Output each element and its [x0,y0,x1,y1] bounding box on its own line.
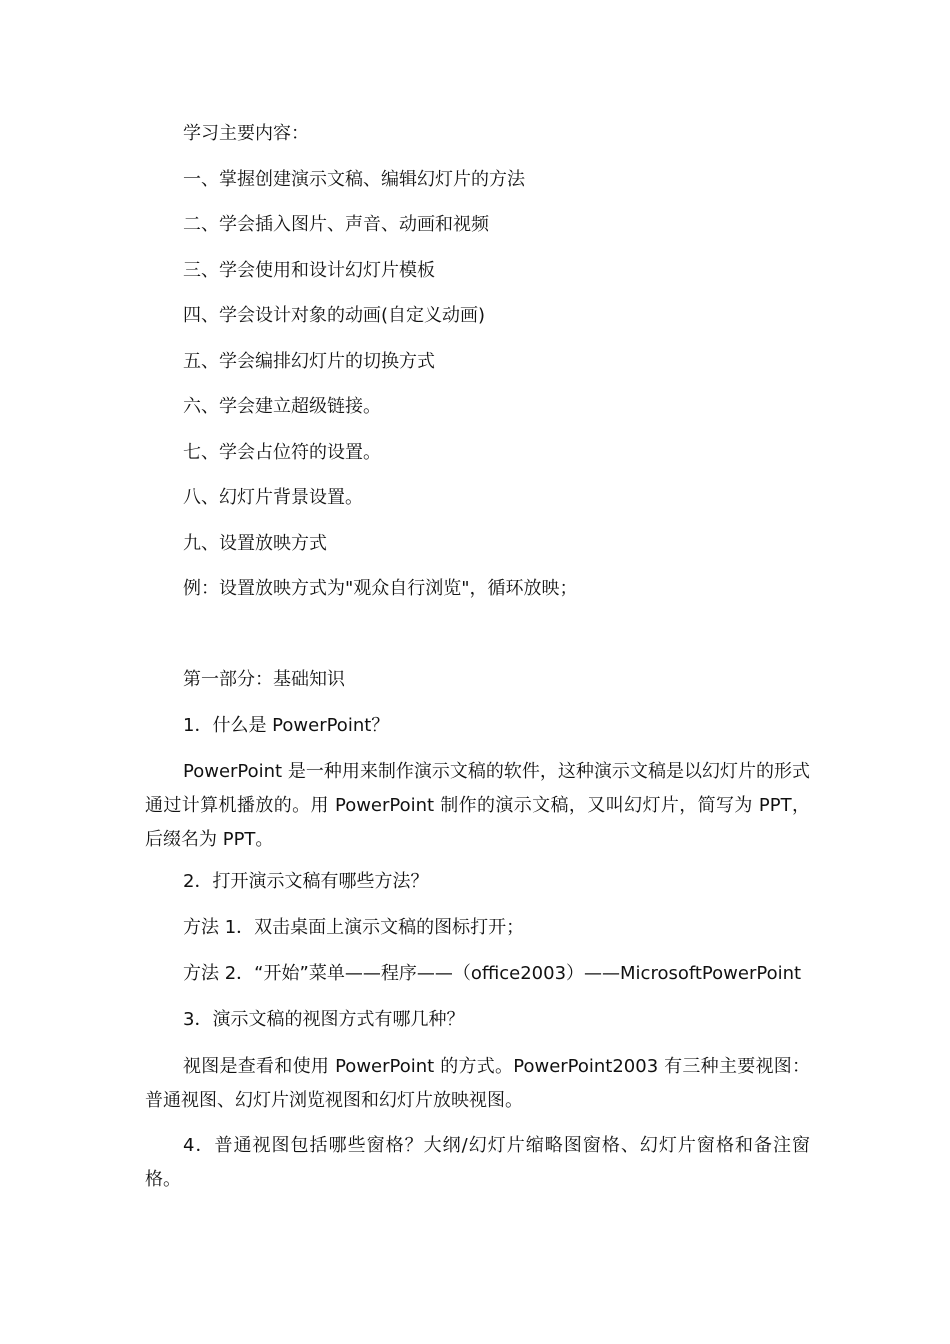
intro-item-2: 二、学会插入图片、声音、动画和视频 [183,214,489,235]
intro-item-3: 三、学会使用和设计幻灯片模板 [183,260,435,281]
intro-item-1: 一、掌握创建演示文稿、编辑幻灯片的方法 [183,169,525,190]
intro-item-9: 九、设置放映方式 [183,533,327,554]
question-4: 4．普通视图包括哪些窗格？大纲/幻灯片缩略图窗格、幻灯片窗格和备注窗格。 [145,1135,810,1190]
question-1: 1．什么是 PowerPoint？ [183,715,390,736]
intro-item-5: 五、学会编排幻灯片的切换方式 [183,351,435,372]
intro-item-8: 八、幻灯片背景设置。 [183,487,363,508]
question-3: 3．演示文稿的视图方式有哪几种？ [183,1009,465,1030]
method-2: 方法 2．“开始”菜单——程序——（office2003）——MicrosoftPowerPoint [183,963,802,984]
answer-3: 视图是查看和使用 PowerPoint 的方式。PowerPoint2003 有三种主要视图：普通视图、幻灯片浏览视图和幻灯片放映视图。 [145,1056,810,1111]
intro-item-6: 六、学会建立超级链接。 [183,396,381,417]
intro-heading: 学习主要内容： [183,123,309,144]
method-1: 方法 1．双击桌面上演示文稿的图标打开； [183,917,525,938]
answer-1: PowerPoint 是一种用来制作演示文稿的软件，这种演示文稿是以幻灯片的形式通过计算机播放的。用 PowerPoint 制作的演示文稿，又叫幻灯片，简写为 PPT，后缀名为 PPT。 [145,761,810,850]
intro-item-7: 七、学会占位符的设置。 [183,442,381,463]
question-2: 2．打开演示文稿有哪些方法？ [183,871,429,892]
part1-heading: 第一部分：基础知识 [183,669,345,690]
intro-example: 例：设置放映方式为"观众自行浏览"，循环放映； [183,578,578,599]
intro-item-4: 四、学会设计对象的动画(自定义动画) [183,305,486,326]
